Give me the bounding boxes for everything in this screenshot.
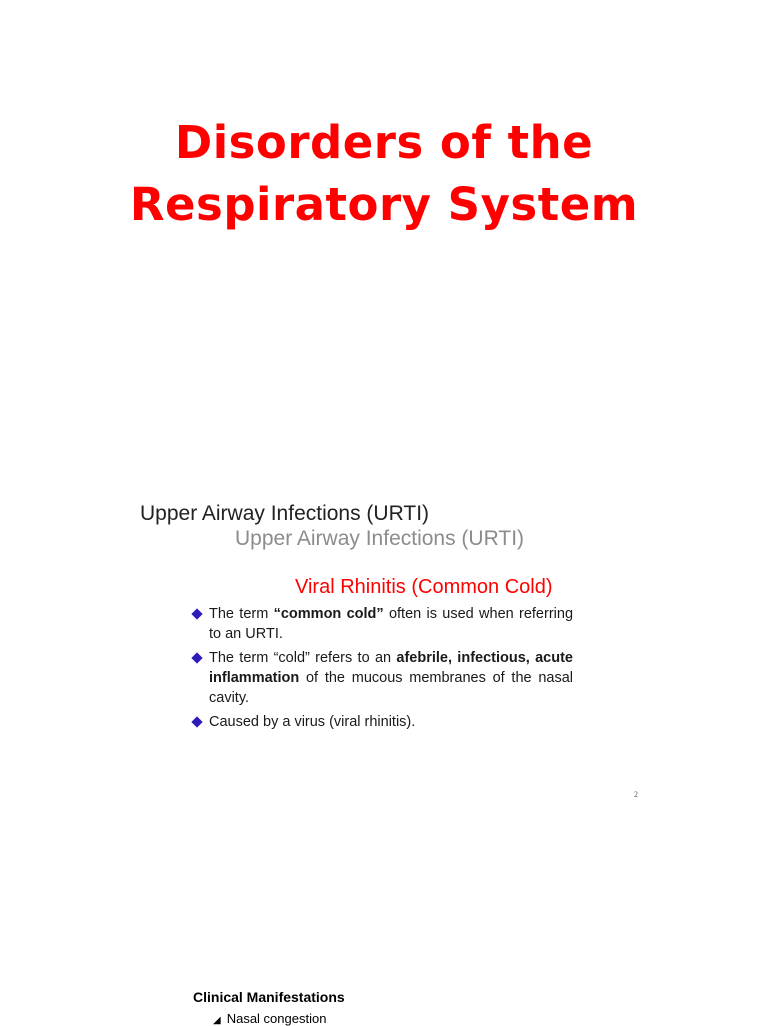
bullet-item <box>193 712 573 732</box>
slide-heading: Upper Airway Infections (URTI) <box>140 502 430 525</box>
title-line-2: Respiratory System <box>129 178 639 231</box>
bullet-text: often is used when referring to an URTI. <box>209 606 574 642</box>
bullet-text: The term “cold” refers to an <box>209 650 397 666</box>
list-item-text: Nasal congestion <box>226 1011 327 1026</box>
bullet-item <box>193 604 573 644</box>
diamond-bullet-icon <box>191 716 202 727</box>
bullet-bold-text: “common cold” <box>273 606 384 622</box>
page-number: 2 <box>634 790 638 799</box>
slide-heading-shadow: Upper Airway Infections (URTI) <box>235 527 525 550</box>
bullet-text: of the mucous membranes of the nasal cavity. <box>209 670 573 706</box>
clinical-manifestations-heading: Clinical Manifestations <box>193 989 345 1005</box>
diamond-bullet-icon <box>191 652 202 663</box>
bullet-text: The term <box>209 606 274 622</box>
bullet-bold-text: afebrile, infectious, acute inflammation <box>209 650 573 686</box>
document-title <box>0 112 768 236</box>
diamond-bullet-icon <box>191 608 202 619</box>
title-line-1: Disorders of the <box>174 116 594 169</box>
bullet-list <box>193 604 573 736</box>
arrow-bullet-icon: ◢ <box>213 1015 221 1026</box>
slide-subheading: Viral Rhinitis (Common Cold) <box>295 576 553 598</box>
bullet-text: Caused by a virus (viral rhinitis). <box>209 714 416 730</box>
bullet-item <box>193 648 573 708</box>
